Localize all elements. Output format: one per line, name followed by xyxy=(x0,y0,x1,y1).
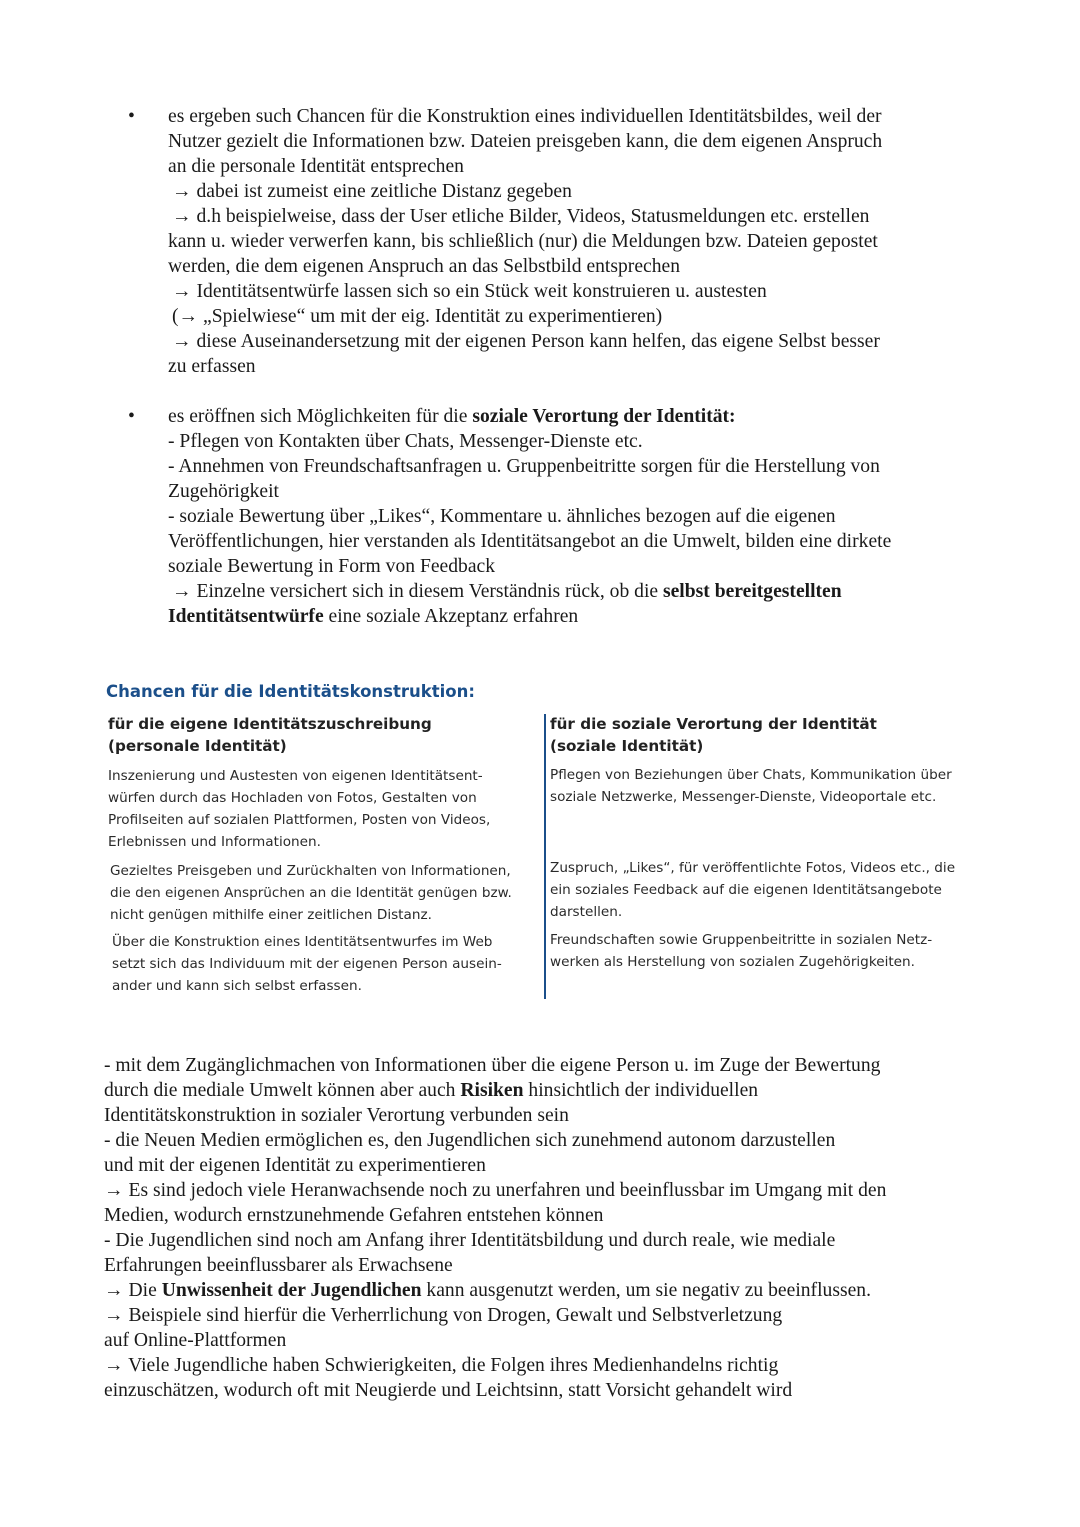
cell-line: ander und kann sich selbst erfassen. xyxy=(112,978,362,994)
cell-line: Inszenierung und Austesten von eigenen Identitätsent- xyxy=(108,768,483,784)
text-line: kann u. wieder verwerfen kann, bis schließlich (nur) die Meldungen bzw. Dateien gepostet xyxy=(168,231,878,252)
bold-text: Unwissenheit der Jugendlichen xyxy=(161,1280,422,1301)
cell-line: Zuspruch, „Likes“, für veröffentlichte Fotos, Videos etc., die xyxy=(550,860,956,876)
table-cell xyxy=(108,765,490,853)
text-run: kann ausgenutzt werden, um sie negativ zu beeinflussen. xyxy=(421,1280,871,1301)
cell-line: Erlebnissen und Informationen. xyxy=(108,834,321,850)
text-line: werden, die dem eigenen Anspruch an das Selbstbild entsprechen xyxy=(168,256,681,277)
cell-line: nicht genügen mithilfe einer zeitlichen Distanz. xyxy=(110,907,432,923)
text-line: - Pflegen von Kontakten über Chats, Messenger-Dienste etc. xyxy=(168,431,643,452)
column-heading: für die eigene Identitätszuschreibung xyxy=(108,715,432,733)
bold-text: soziale Verortung der Identität: xyxy=(472,406,736,427)
text-line: - Annehmen von Freundschaftsanfragen u. Gruppenbeitritte sorgen für die Herstellung von xyxy=(168,456,880,477)
text-line: - soziale Bewertung über „Likes“, Kommentare u. ähnliches bezogen auf die eigenen xyxy=(168,506,836,527)
text-line: und mit der eigenen Identität zu experimentieren xyxy=(104,1155,486,1176)
bold-text: selbst bereitgestellten xyxy=(662,581,842,602)
text-line: Nutzer gezielt die Informationen bzw. Dateien preisgeben kann, die dem eigenen Anspruch xyxy=(168,131,883,152)
text-line: Erfahrungen beeinflussbarer als Erwachsene xyxy=(104,1255,453,1276)
text-line: einzuschätzen, wodurch oft mit Neugierde und Leichtsinn, statt Vorsicht gehandelt wird xyxy=(104,1380,793,1401)
bullet-dot: • xyxy=(128,406,135,427)
text-line xyxy=(168,604,988,629)
table-cell xyxy=(550,929,932,973)
cell-line: werken als Herstellung von sozialen Zugehörigkeiten. xyxy=(550,954,915,970)
cell-line: Freundschaften sowie Gruppenbeitritte in sozialen Netz- xyxy=(550,932,933,948)
cell-line: ein soziales Feedback auf die eigenen Identitätsangebote xyxy=(550,882,942,898)
column-heading: für die soziale Verortung der Identität xyxy=(550,715,877,733)
text-line: Zugehörigkeit xyxy=(168,481,279,502)
text-run: eine soziale Akzeptanz erfahren xyxy=(323,606,579,627)
column-heading: (personale Identität) xyxy=(108,737,287,755)
text-line: → dabei ist zumeist eine zeitliche Distanz gegeben xyxy=(172,181,572,202)
bold-text: Risiken xyxy=(460,1080,524,1101)
text-line: (→ „Spielwiese“ um mit der eig. Identität zu experimentieren) xyxy=(172,306,663,327)
text-line xyxy=(104,1278,984,1303)
column-heading: (soziale Identität) xyxy=(550,737,704,755)
text-line: → Beispiele sind hierfür die Verherrlichung von Drogen, Gewalt und Selbstverletzung xyxy=(104,1305,783,1326)
cell-line: Über die Konstruktion eines Identitätsentwurfes im Web xyxy=(112,934,493,950)
text-line: - mit dem Zugänglichmachen von Informationen über die eigene Person u. im Zuge der Bewertung xyxy=(104,1055,881,1076)
text-run: → Einzelne versichert sich in diesem Verständnis rück, ob die xyxy=(172,581,663,602)
table-cell xyxy=(550,857,955,923)
cell-line: die den eigenen Ansprüchen an die Identität genügen bzw. xyxy=(110,885,512,901)
text-line: → d.h beispielweise, dass der User etliche Bilder, Videos, Statusmeldungen etc. erstellen xyxy=(172,206,870,227)
text-run: → Die xyxy=(104,1280,162,1301)
cell-line: Pflegen von Beziehungen über Chats, Kommunikation über xyxy=(550,767,952,783)
text-line: Identitätskonstruktion in sozialer Verortung verbunden sein xyxy=(104,1105,569,1126)
text-line: → diese Auseinandersetzung mit der eigenen Person kann helfen, das eigene Selbst besser xyxy=(172,331,880,352)
text-line: Medien, wodurch ernstzunehmende Gefahren entstehen können xyxy=(104,1205,604,1226)
cell-line: Profilseiten auf sozialen Plattformen, Posten von Videos, xyxy=(108,812,491,828)
bold-text: Identitätsentwürfe xyxy=(168,606,324,627)
text-line: an die personale Identität entsprechen xyxy=(168,156,464,177)
table-cell xyxy=(110,860,512,926)
column-personale-identitaet xyxy=(108,713,538,757)
text-line xyxy=(168,579,988,604)
text-line: → Es sind jedoch viele Heranwachsende noch zu unerfahren und beeinflussbar im Umgang mit den xyxy=(104,1180,887,1201)
text-run: hinsichtlich der individuellen xyxy=(523,1080,759,1101)
cell-line: soziale Netzwerke, Messenger-Dienste, Videoportale etc. xyxy=(550,789,937,805)
text-line xyxy=(104,1078,984,1103)
cell-line: darstellen. xyxy=(550,904,623,920)
cell-line: setzt sich das Individuum mit der eigenen Person ausein- xyxy=(112,956,502,972)
text-line: → Identitätsentwürfe lassen sich so ein Stück weit konstruieren u. austesten xyxy=(172,281,767,302)
infobox-title: Chancen für die Identitätskonstruktion: xyxy=(106,682,475,701)
text-line: → Viele Jugendliche haben Schwierigkeiten, die Folgen ihres Medienhandelns richtig xyxy=(104,1355,779,1376)
bullet-soziale-verortung xyxy=(128,404,988,629)
text-line xyxy=(168,404,988,429)
text-line: - Die Jugendlichen sind noch am Anfang ihrer Identitätsbildung und durch reale, wie mediale xyxy=(104,1230,836,1251)
column-divider xyxy=(544,714,546,999)
column-soziale-identitaet xyxy=(550,713,980,757)
text-line: auf Online-Plattformen xyxy=(104,1330,287,1351)
table-cell xyxy=(550,764,952,808)
bullet-chancen-identitaetsbild xyxy=(128,104,988,379)
text-line: es ergeben such Chancen für die Konstruktion eines individuellen Identitätsbildes, weil der xyxy=(168,106,882,127)
text-line: Veröffentlichungen, hier verstanden als Identitätsangebot an die Umwelt, bilden eine dirkete xyxy=(168,531,892,552)
text-line: zu erfassen xyxy=(168,356,256,377)
text-line: soziale Bewertung in Form von Feedback xyxy=(168,556,496,577)
cell-line: würfen durch das Hochladen von Fotos, Gestalten von xyxy=(108,790,477,806)
risiken-paragraph xyxy=(104,1053,984,1403)
table-cell xyxy=(112,931,502,997)
bullet-dot: • xyxy=(128,106,135,127)
chancen-infobox xyxy=(104,680,980,1000)
text-line: - die Neuen Medien ermöglichen es, den Jugendlichen sich zunehmend autonom darzustellen xyxy=(104,1130,836,1151)
text-run: durch die mediale Umwelt können aber auch xyxy=(104,1080,461,1101)
cell-line: Gezieltes Preisgeben und Zurückhalten von Informationen, xyxy=(110,863,511,879)
text-run: es eröffnen sich Möglichkeiten für die xyxy=(168,406,473,427)
